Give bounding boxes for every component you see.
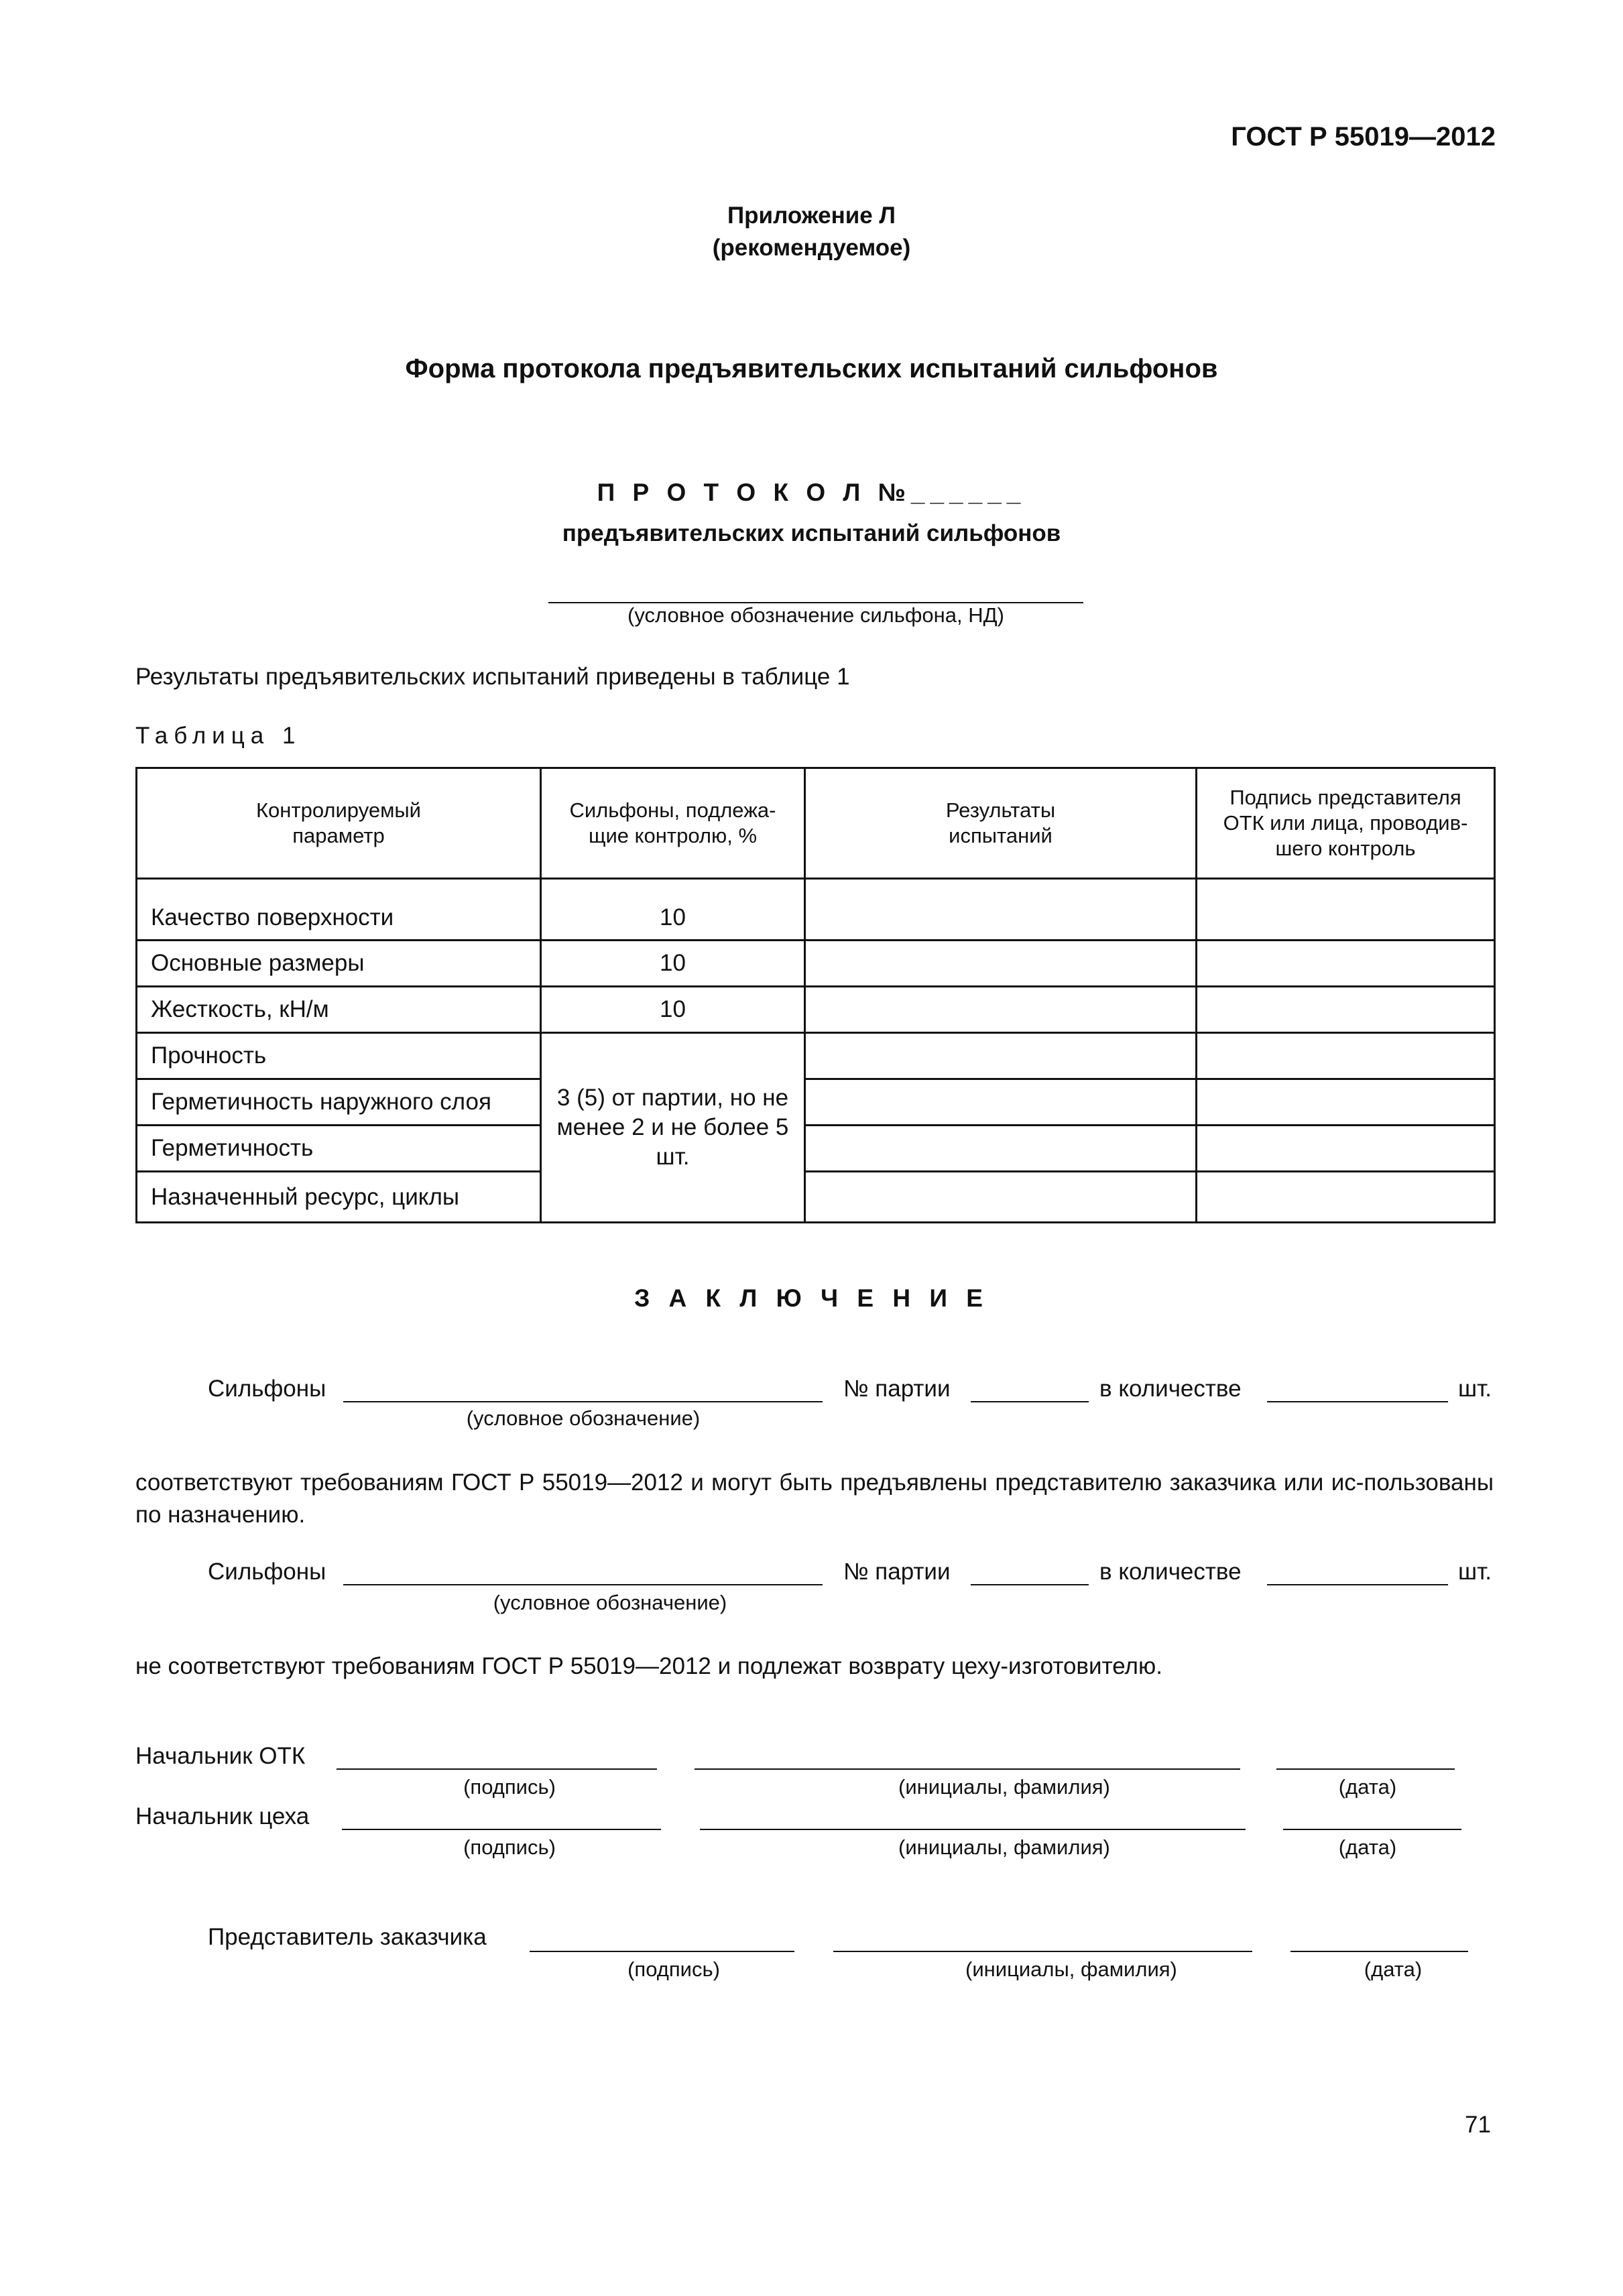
name-caption: (инициалы, фамилия)	[965, 1957, 1177, 1981]
signature-cell	[1197, 1126, 1495, 1172]
comply-text: соответствуют требованиям ГОСТ Р 55019—2012 и могут быть предъявлены представителю заказчика или ис-пользованы по назначению.	[135, 1469, 1494, 1528]
date-field[interactable]	[1276, 1768, 1455, 1770]
param-cell: Герметичность	[137, 1126, 541, 1172]
table-header-row	[137, 768, 1495, 879]
signature-cell	[1197, 1079, 1495, 1126]
result-cell	[805, 1033, 1197, 1079]
param-cell: Основные размеры	[137, 941, 541, 987]
header-signature: Подпись представителя ОТК или лица, проводив- шего контроль	[1197, 768, 1495, 879]
header-parameter: Контролируемый параметр	[137, 768, 541, 879]
pcs-label: шт.	[1458, 1376, 1492, 1402]
signature-cell	[1197, 987, 1495, 1033]
table-row	[137, 1079, 1495, 1126]
pcs-label: шт.	[1458, 1559, 1492, 1585]
quantity-label: в количестве	[1099, 1376, 1242, 1402]
bellows-label: Сильфоны	[208, 1376, 326, 1402]
name-field[interactable]	[700, 1829, 1246, 1830]
date-field[interactable]	[1290, 1951, 1468, 1952]
percent-cell: 10	[541, 941, 805, 987]
table-caption: Таблица 1	[135, 723, 302, 749]
appendix-heading	[0, 200, 1623, 264]
name-caption: (инициалы, фамилия)	[898, 1775, 1110, 1799]
signature-cell	[1197, 879, 1495, 941]
page-number: 71	[1465, 2112, 1491, 2138]
protocol-subtitle: предъявительских испытаний сильфонов	[562, 520, 1061, 546]
result-cell	[805, 1126, 1197, 1172]
designation-caption: (условное обозначение)	[466, 1406, 701, 1430]
form-title: Форма протокола предъявительских испытаний сильфонов	[405, 354, 1218, 383]
signature-field[interactable]	[530, 1951, 794, 1952]
designation-caption: (условное обозначение)	[493, 1591, 727, 1614]
date-caption: (дата)	[1338, 1775, 1397, 1799]
document-code: ГОСТ Р 55019—2012	[1231, 122, 1496, 152]
results-table	[135, 767, 1496, 1223]
name-field[interactable]	[833, 1951, 1252, 1952]
date-field[interactable]	[1283, 1829, 1461, 1830]
percent-cell: 10	[541, 879, 805, 941]
header-percent: Сильфоны, подлежа- щие контролю, %	[541, 768, 805, 879]
quantity-field[interactable]	[1267, 1401, 1448, 1402]
quantity-label: в количестве	[1099, 1559, 1242, 1585]
customer-rep-label: Представитель заказчика	[208, 1924, 487, 1950]
quantity-field[interactable]	[1267, 1584, 1448, 1585]
signature-cell	[1197, 941, 1495, 987]
appendix-title: Приложение Л	[727, 202, 896, 229]
result-cell	[805, 1172, 1197, 1223]
table-row	[137, 879, 1495, 941]
table-row	[137, 1172, 1495, 1223]
appendix-subtitle: (рекомендуемое)	[712, 235, 911, 261]
merged-percent-cell: 3 (5) от партии, но не менее 2 и не более 5 шт.	[541, 1033, 805, 1223]
signature-caption: (подпись)	[627, 1957, 720, 1981]
not-comply-text: не соответствуют требованиям ГОСТ Р 55019—2012 и подлежат возврату цеху-изготовителю.	[135, 1653, 1162, 1679]
intro-text: Результаты предъявительских испытаний приведены в таблице 1	[135, 664, 850, 690]
batch-label: № партии	[843, 1559, 951, 1585]
param-cell: Жесткость, кН/м	[137, 987, 541, 1033]
result-cell	[805, 987, 1197, 1033]
signature-caption: (подпись)	[463, 1835, 556, 1859]
conclusion-title: З А К Л Ю Ч Е Н И Е	[634, 1284, 989, 1312]
result-cell	[805, 1079, 1197, 1126]
designation-field[interactable]	[343, 1584, 823, 1585]
header-results: Результаты испытаний	[805, 768, 1197, 879]
param-cell: Герметичность наружного слоя	[137, 1079, 541, 1126]
date-caption: (дата)	[1364, 1957, 1423, 1981]
designation-caption: (условное обозначение сильфона, НД)	[627, 603, 1004, 627]
signature-caption: (подпись)	[463, 1775, 556, 1799]
designation-field[interactable]	[343, 1401, 823, 1402]
result-cell	[805, 879, 1197, 941]
table-row	[137, 987, 1495, 1033]
percent-cell: 10	[541, 987, 805, 1033]
result-cell	[805, 941, 1197, 987]
table-row	[137, 1033, 1495, 1079]
batch-label: № партии	[843, 1376, 951, 1402]
table-row	[137, 941, 1495, 987]
param-cell: Качество поверхности	[137, 879, 541, 941]
table-row	[137, 1126, 1495, 1172]
bellows-label: Сильфоны	[208, 1559, 326, 1585]
signature-cell	[1197, 1033, 1495, 1079]
batch-field[interactable]	[971, 1584, 1089, 1585]
param-cell: Назначенный ресурс, циклы	[137, 1172, 541, 1223]
param-cell: Прочность	[137, 1033, 541, 1079]
signature-field[interactable]	[342, 1829, 661, 1830]
name-field[interactable]	[695, 1768, 1240, 1770]
batch-field[interactable]	[971, 1401, 1089, 1402]
otk-head-label: Начальник ОТК	[135, 1743, 306, 1769]
signature-field[interactable]	[337, 1768, 657, 1770]
signature-cell	[1197, 1172, 1495, 1223]
date-caption: (дата)	[1338, 1835, 1397, 1859]
name-caption: (инициалы, фамилия)	[898, 1835, 1110, 1859]
protocol-title: П Р О Т О К О Л №______	[597, 479, 1026, 506]
shop-head-label: Начальник цеха	[135, 1803, 310, 1829]
